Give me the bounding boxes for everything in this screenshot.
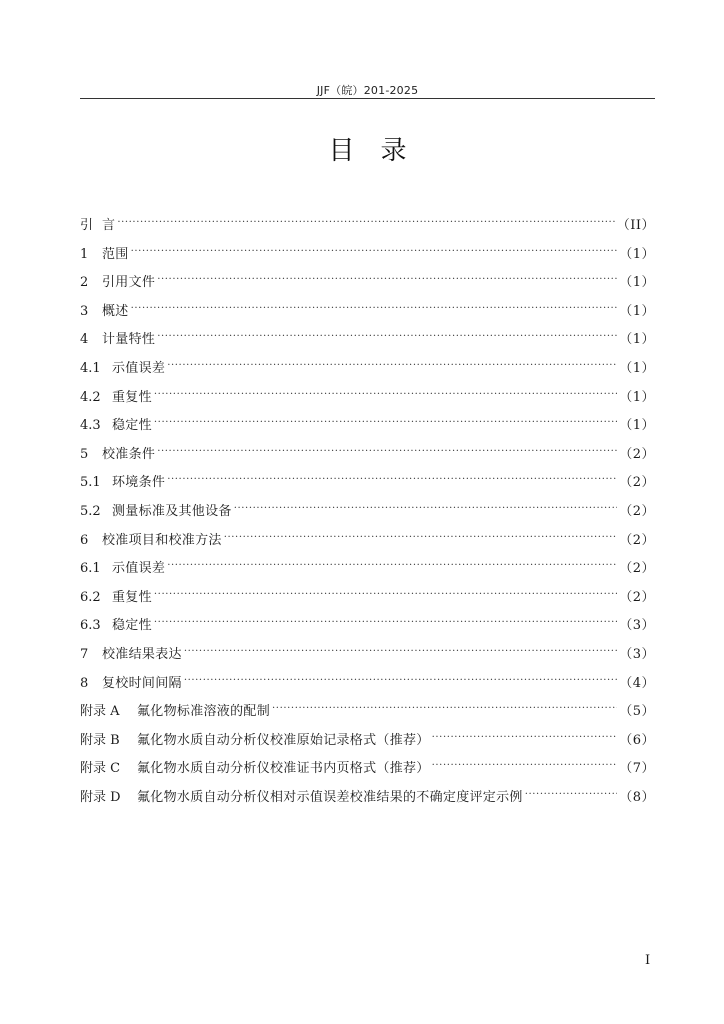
- toc-dot-leader: [154, 579, 617, 601]
- toc-entry-title: 示值误差: [112, 360, 166, 376]
- toc-entry-title: 稳定性: [112, 618, 152, 634]
- toc-entry-page: （2）: [619, 561, 655, 577]
- toc-entry-number: 附录 C: [80, 761, 121, 777]
- toc-entry[interactable]: [80, 607, 655, 636]
- toc-entry-number: 7: [80, 646, 89, 662]
- toc-entry[interactable]: [80, 321, 655, 350]
- toc-dot-leader: [154, 407, 617, 429]
- page-title: 目录: [328, 136, 433, 166]
- toc-dot-leader: [131, 293, 618, 315]
- toc-dot-leader: [157, 321, 617, 343]
- toc-entry-title: 概述: [102, 303, 129, 319]
- toc-dot-leader: [184, 665, 617, 687]
- toc-entry-number: 8: [80, 675, 89, 691]
- toc-entry-title: 氟化物水质自动分析仪相对示值误差校准结果的不确定度评定示例: [137, 789, 523, 805]
- toc-entry-title: 测量标准及其他设备: [112, 503, 232, 519]
- toc-entry-title: 引用文件: [102, 275, 156, 291]
- toc-entry-number: 4: [80, 332, 89, 348]
- toc-entry[interactable]: [80, 407, 655, 436]
- toc-entry[interactable]: [80, 464, 655, 493]
- toc-entry-number: 6: [80, 532, 89, 548]
- toc-entry[interactable]: [80, 779, 655, 808]
- toc-entry[interactable]: [80, 693, 655, 722]
- toc-entry-page: （5）: [619, 704, 655, 720]
- toc-dot-leader: [131, 236, 618, 258]
- toc-entry-title: 计量特性: [102, 332, 156, 348]
- toc-entry-page: （2）: [619, 589, 655, 605]
- toc-dot-leader: [167, 464, 617, 486]
- toc-entry-page: （6）: [619, 732, 655, 748]
- toc-entry-page: （1）: [619, 418, 655, 434]
- toc-dot-leader: [154, 379, 617, 401]
- toc-entry[interactable]: [80, 436, 655, 465]
- toc-entry-title: 氟化物标准溶液的配制: [137, 704, 271, 720]
- toc-dot-leader: [117, 207, 614, 229]
- toc-entry[interactable]: [80, 293, 655, 322]
- toc-entry-title: 示值误差: [112, 561, 166, 577]
- toc-entry-page: （2）: [619, 446, 655, 462]
- toc-entry-title: 重复性: [112, 389, 152, 405]
- toc-entry[interactable]: [80, 750, 655, 779]
- toc-entry-number: 附录 D: [80, 789, 121, 805]
- toc-entry-page: （2）: [619, 532, 655, 548]
- toc-entry-page: （2）: [619, 475, 655, 491]
- toc-entry-page: （8）: [619, 789, 655, 805]
- toc-entry[interactable]: [80, 522, 655, 551]
- toc-entry-page: （3）: [619, 646, 655, 662]
- toc-entry-number: 5.1: [80, 475, 101, 491]
- toc-dot-leader: [167, 350, 617, 372]
- toc-entry-title: 环境条件: [112, 475, 166, 491]
- toc-entry-title: 言: [102, 218, 116, 233]
- toc-entry-page: （3）: [619, 618, 655, 634]
- toc-entry[interactable]: [80, 379, 655, 408]
- toc-entry-title: 校准结果表达: [102, 646, 182, 662]
- toc-dot-leader: [234, 493, 618, 515]
- toc-entry-page: （II）: [616, 218, 655, 233]
- header-divider: [80, 98, 655, 99]
- toc-entry-number: 附录 B: [80, 732, 120, 748]
- document-code-header: JJF（皖）201-2025: [316, 84, 419, 97]
- toc-dot-leader: [154, 607, 617, 629]
- toc-dot-leader: [184, 636, 617, 658]
- toc-entry[interactable]: [80, 636, 655, 665]
- toc-dot-leader: [224, 522, 618, 544]
- toc-entry-page: （1）: [619, 275, 655, 291]
- toc-entry-number: 4.1: [80, 360, 101, 376]
- toc-entry-page: （2）: [619, 503, 655, 519]
- toc-entry-number: 6.3: [80, 618, 101, 634]
- toc-entry-number: 4.2: [80, 389, 101, 405]
- toc-entry-number: 附录 A: [80, 704, 120, 720]
- toc-entry[interactable]: [80, 207, 655, 236]
- toc-dot-leader: [432, 722, 618, 744]
- toc-entry-title: 氟化物水质自动分析仪校准证书内页格式（推荐）: [137, 761, 430, 777]
- toc-entry-title: 氟化物水质自动分析仪校准原始记录格式（推荐）: [137, 732, 430, 748]
- toc-entry-title: 校准项目和校准方法: [102, 532, 222, 548]
- toc-entry[interactable]: [80, 550, 655, 579]
- toc-entry[interactable]: [80, 579, 655, 608]
- toc-dot-leader: [157, 264, 617, 286]
- toc-entry-number: 3: [80, 303, 89, 319]
- page-number: I: [645, 953, 651, 968]
- table-of-contents: [80, 207, 655, 807]
- toc-entry-number: 1: [80, 246, 89, 262]
- toc-entry-number: 5.2: [80, 503, 101, 519]
- toc-dot-leader: [157, 436, 617, 458]
- toc-entry[interactable]: [80, 350, 655, 379]
- toc-entry-number: 4.3: [80, 418, 101, 434]
- toc-entry-page: （1）: [619, 246, 655, 262]
- toc-entry[interactable]: [80, 493, 655, 522]
- toc-entry-page: （1）: [619, 389, 655, 405]
- toc-dot-leader: [525, 779, 618, 801]
- toc-dot-leader: [167, 550, 617, 572]
- toc-entry-page: （7）: [619, 761, 655, 777]
- toc-entry-page: （4）: [619, 675, 655, 691]
- toc-entry-title: 稳定性: [112, 418, 152, 434]
- toc-dot-leader: [272, 693, 617, 715]
- toc-entry[interactable]: [80, 264, 655, 293]
- toc-entry-page: （1）: [619, 332, 655, 348]
- toc-dot-leader: [432, 750, 618, 772]
- toc-entry-number: 6.2: [80, 589, 101, 605]
- toc-entry-number: 2: [80, 275, 89, 291]
- toc-entry-title: 重复性: [112, 589, 152, 605]
- toc-entry-number: 5: [80, 446, 89, 462]
- toc-entry-title: 范围: [102, 246, 129, 262]
- toc-entry[interactable]: [80, 665, 655, 694]
- toc-entry-title: 复校时间间隔: [102, 675, 182, 691]
- toc-entry[interactable]: [80, 236, 655, 265]
- toc-entry-number: 引: [80, 218, 94, 233]
- toc-entry-page: （1）: [619, 360, 655, 376]
- toc-entry-number: 6.1: [80, 561, 101, 577]
- toc-entry-title: 校准条件: [102, 446, 156, 462]
- toc-entry[interactable]: [80, 722, 655, 751]
- toc-entry-page: （1）: [619, 303, 655, 319]
